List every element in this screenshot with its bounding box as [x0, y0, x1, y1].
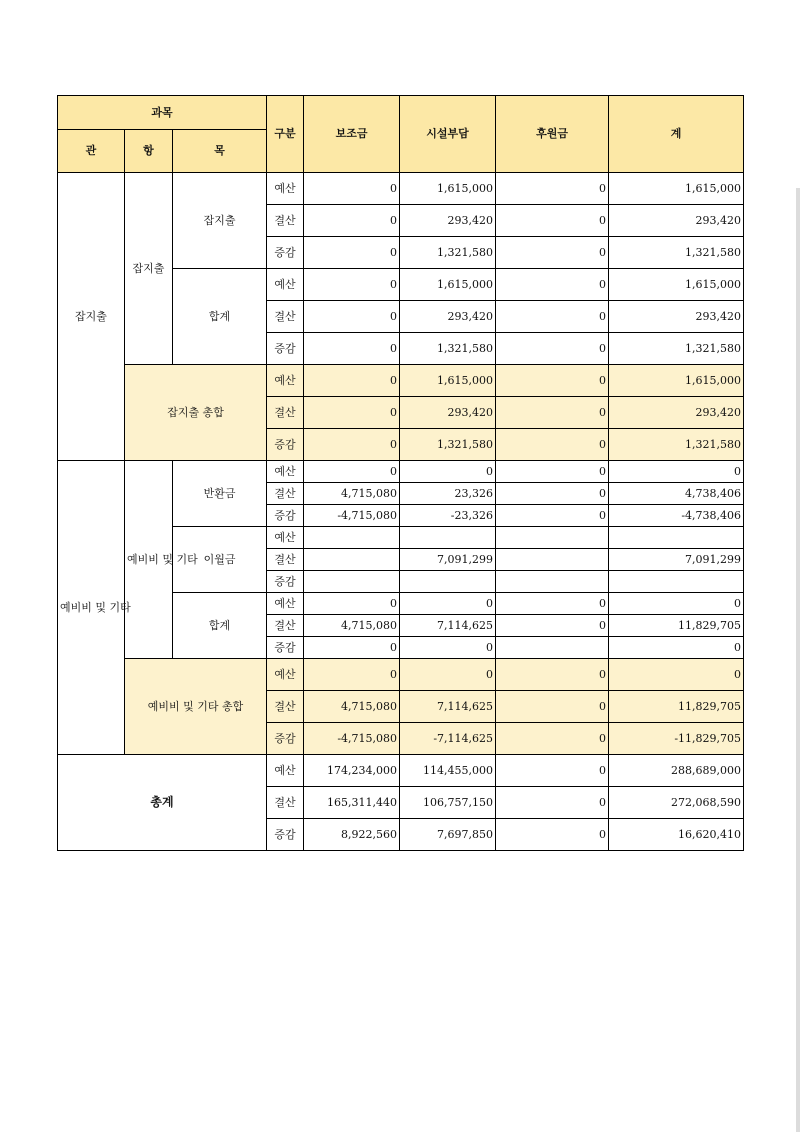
header-mok: 목 [173, 130, 267, 173]
table-row [58, 173, 744, 205]
amount-cell: 0 [304, 593, 400, 615]
amount-cell: 0 [400, 593, 496, 615]
amount-cell: 0 [496, 333, 609, 365]
amount-cell: 16,620,410 [609, 819, 744, 851]
amount-cell: 8,922,560 [304, 819, 400, 851]
amount-cell: -7,114,625 [400, 723, 496, 755]
amount-cell: 293,420 [400, 301, 496, 333]
amount-cell [400, 527, 496, 549]
division-cell: 결산 [267, 397, 304, 429]
amount-cell: 0 [304, 237, 400, 269]
division-cell: 결산 [267, 787, 304, 819]
amount-cell: 0 [400, 461, 496, 483]
amount-cell: 174,234,000 [304, 755, 400, 787]
gwan-cell: 잡지출 [58, 173, 125, 461]
amount-cell: 0 [304, 173, 400, 205]
grand-total-row [58, 755, 744, 787]
amount-cell: -23,326 [400, 505, 496, 527]
amount-cell: 0 [496, 691, 609, 723]
amount-cell: 293,420 [400, 205, 496, 237]
amount-cell: 1,615,000 [400, 269, 496, 301]
mok-cell: 반환금 [173, 461, 267, 527]
division-cell: 증감 [267, 429, 304, 461]
amount-cell: 0 [496, 787, 609, 819]
header-subject: 과목 [58, 96, 267, 130]
header-hang: 항 [125, 130, 173, 173]
amount-cell: 0 [609, 637, 744, 659]
hang-cell: 예비비 및 기타 [125, 461, 173, 659]
amount-cell: 0 [496, 173, 609, 205]
mok-cell: 잡지출 [173, 173, 267, 269]
division-cell: 증감 [267, 819, 304, 851]
division-cell: 예산 [267, 461, 304, 483]
division-cell: 예산 [267, 593, 304, 615]
header-row-1 [58, 96, 744, 130]
amount-cell: 0 [496, 723, 609, 755]
hang-cell: 잡지출 [125, 173, 173, 365]
header-facility: 시설부담 [400, 96, 496, 173]
mok-cell: 이월금 [173, 527, 267, 593]
header-gwan: 관 [58, 130, 125, 173]
amount-cell [496, 571, 609, 593]
amount-cell: 0 [304, 461, 400, 483]
amount-cell [496, 549, 609, 571]
gwan-cell: 예비비 및 기타 [58, 461, 125, 755]
amount-cell [400, 571, 496, 593]
amount-cell: 0 [304, 333, 400, 365]
amount-cell: 0 [304, 637, 400, 659]
amount-cell: 0 [496, 237, 609, 269]
division-cell: 예산 [267, 527, 304, 549]
scrollbar-track[interactable] [796, 188, 800, 1132]
amount-cell: 1,615,000 [609, 269, 744, 301]
amount-cell: 7,091,299 [609, 549, 744, 571]
amount-cell: 0 [304, 397, 400, 429]
division-cell: 예산 [267, 659, 304, 691]
amount-cell: 0 [304, 659, 400, 691]
subtotal-row [58, 365, 744, 397]
amount-cell: 293,420 [400, 397, 496, 429]
division-cell: 증감 [267, 237, 304, 269]
division-cell: 결산 [267, 615, 304, 637]
mok-cell: 합계 [173, 593, 267, 659]
amount-cell: 0 [496, 269, 609, 301]
amount-cell: 0 [304, 429, 400, 461]
amount-cell: 0 [496, 505, 609, 527]
amount-cell: 0 [496, 365, 609, 397]
amount-cell: 1,321,580 [609, 237, 744, 269]
budget-settlement-table [57, 95, 744, 851]
table-row [58, 461, 744, 483]
division-cell: 증감 [267, 571, 304, 593]
division-cell: 예산 [267, 173, 304, 205]
subtotal-label: 예비비 및 기타 총합 [125, 659, 267, 755]
amount-cell: -4,715,080 [304, 723, 400, 755]
amount-cell: 7,114,625 [400, 691, 496, 723]
amount-cell [609, 571, 744, 593]
amount-cell: 0 [304, 301, 400, 333]
amount-cell: 165,311,440 [304, 787, 400, 819]
amount-cell: 0 [400, 659, 496, 691]
amount-cell: 4,715,080 [304, 483, 400, 505]
amount-cell: 1,321,580 [609, 333, 744, 365]
header-subsidy: 보조금 [304, 96, 400, 173]
amount-cell: 1,321,580 [400, 333, 496, 365]
subtotal-row [58, 659, 744, 691]
amount-cell: 293,420 [609, 397, 744, 429]
amount-cell: 4,738,406 [609, 483, 744, 505]
amount-cell: 11,829,705 [609, 691, 744, 723]
amount-cell: 0 [496, 461, 609, 483]
amount-cell [496, 637, 609, 659]
division-cell: 결산 [267, 549, 304, 571]
amount-cell [304, 527, 400, 549]
amount-cell: 0 [304, 365, 400, 397]
amount-cell [304, 549, 400, 571]
amount-cell: -4,715,080 [304, 505, 400, 527]
amount-cell [609, 527, 744, 549]
division-cell: 증감 [267, 333, 304, 365]
subtotal-label: 잡지출 총합 [125, 365, 267, 461]
grand-total-label: 총계 [58, 755, 267, 851]
amount-cell: 0 [496, 397, 609, 429]
division-cell: 예산 [267, 269, 304, 301]
amount-cell: 1,321,580 [400, 237, 496, 269]
division-cell: 증감 [267, 723, 304, 755]
division-cell: 결산 [267, 205, 304, 237]
amount-cell: -11,829,705 [609, 723, 744, 755]
amount-cell: 23,326 [400, 483, 496, 505]
amount-cell: 1,615,000 [400, 365, 496, 397]
mok-cell: 합계 [173, 269, 267, 365]
amount-cell: 0 [496, 483, 609, 505]
header-total: 계 [609, 96, 744, 173]
division-cell: 증감 [267, 505, 304, 527]
amount-cell: 7,091,299 [400, 549, 496, 571]
amount-cell: 0 [304, 205, 400, 237]
amount-cell: 1,321,580 [609, 429, 744, 461]
amount-cell: -4,738,406 [609, 505, 744, 527]
amount-cell: 0 [496, 205, 609, 237]
amount-cell: 288,689,000 [609, 755, 744, 787]
amount-cell [496, 527, 609, 549]
amount-cell: 4,715,080 [304, 691, 400, 723]
amount-cell: 0 [496, 429, 609, 461]
amount-cell: 0 [304, 269, 400, 301]
amount-cell: 0 [496, 593, 609, 615]
amount-cell: 0 [496, 659, 609, 691]
amount-cell: 1,321,580 [400, 429, 496, 461]
amount-cell: 293,420 [609, 301, 744, 333]
division-cell: 예산 [267, 365, 304, 397]
amount-cell: 0 [496, 301, 609, 333]
division-cell: 결산 [267, 483, 304, 505]
amount-cell: 11,829,705 [609, 615, 744, 637]
amount-cell: 7,114,625 [400, 615, 496, 637]
division-cell: 예산 [267, 755, 304, 787]
header-division: 구분 [267, 96, 304, 173]
amount-cell: 106,757,150 [400, 787, 496, 819]
amount-cell: 0 [609, 593, 744, 615]
division-cell: 결산 [267, 301, 304, 333]
amount-cell: 0 [496, 615, 609, 637]
amount-cell: 272,068,590 [609, 787, 744, 819]
amount-cell: 0 [609, 659, 744, 691]
amount-cell: 1,615,000 [609, 365, 744, 397]
amount-cell: 1,615,000 [400, 173, 496, 205]
amount-cell: 293,420 [609, 205, 744, 237]
amount-cell: 7,697,850 [400, 819, 496, 851]
amount-cell: 0 [400, 637, 496, 659]
amount-cell: 4,715,080 [304, 615, 400, 637]
header-donation: 후원금 [496, 96, 609, 173]
division-cell: 증감 [267, 637, 304, 659]
division-cell: 결산 [267, 691, 304, 723]
amount-cell: 0 [496, 819, 609, 851]
amount-cell: 0 [496, 755, 609, 787]
amount-cell [304, 571, 400, 593]
amount-cell: 0 [609, 461, 744, 483]
amount-cell: 114,455,000 [400, 755, 496, 787]
amount-cell: 1,615,000 [609, 173, 744, 205]
